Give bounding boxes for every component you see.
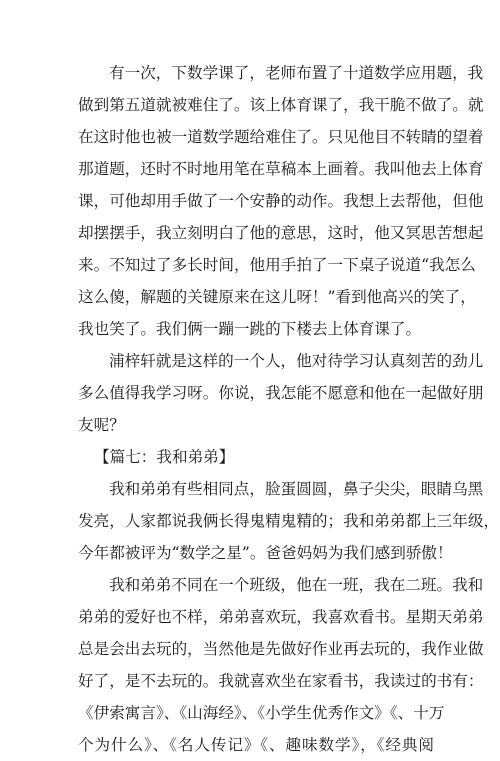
text-line: 课，可他却用手做了一个安静的动作。我想上去帮他，但他 xyxy=(78,192,484,210)
text-line: 浦梓轩就是这样的一个人，他对待学习认真刻苦的劲儿 xyxy=(109,352,484,370)
text-line: 来。不知过了多长时间，他用手拍了一下桌子说道“我怎么 xyxy=(78,256,476,274)
text-line: 我和弟弟有些相同点，脸蛋圆圆，鼻子尖尖，眼睛乌黑 xyxy=(109,480,484,498)
text-line: 总是会出去玩的，当然他是先做好作业再去玩的，我作业做 xyxy=(78,640,484,658)
text-line: 在这时他也被一道数学题给难住了。只见他目不转睛的望着 xyxy=(78,128,484,146)
text-line: 发亮，人家都说我俩长得鬼精鬼精的；我和弟弟都上三年级， xyxy=(78,512,500,530)
text-line: 弟弟的爱好也不样，弟弟喜欢玩，我喜欢看书。星期天弟弟 xyxy=(78,608,484,626)
text-line: 我和弟弟不同在一个班级，他在一班，我在二班。我和 xyxy=(109,576,484,594)
paragraph-1 xyxy=(78,57,484,345)
text-line: 却摆摆手，我立刻明白了他的意思，这时，他又冥思苦想起 xyxy=(78,224,484,242)
text-line: 我也笑了。我们俩一蹦一跳的下楼去上体育课了。 xyxy=(78,320,422,338)
document-page xyxy=(78,57,500,761)
paragraph-2 xyxy=(78,345,484,441)
text-line: 友呢？ xyxy=(78,416,125,434)
paragraph-3 xyxy=(78,473,500,569)
text-line: 有一次，下数学课了，老师布置了十道数学应用题，我 xyxy=(109,64,484,82)
text-line: 今年都被评为“数学之星”。爸爸妈妈为我们感到骄傲！ xyxy=(78,544,453,562)
paragraph-4 xyxy=(78,569,484,761)
text-line: 好了，是不去玩的。我就喜欢坐在家看书，我读过的书有： xyxy=(78,672,484,690)
text-line: 这么傻，解题的关键原来在这儿呀！”看到他高兴的笑了， xyxy=(78,288,476,306)
text-line: 那道题，还时不时地用笔在草稿本上画着。我叫他去上体育 xyxy=(78,160,484,178)
text-line: 《伊索寓言》、《山海经》、《小学生优秀作文》《、十万 xyxy=(78,704,445,722)
text-line: 多么值得我学习呀。你说，我怎能不愿意和他在一起做好朋 xyxy=(78,384,484,402)
heading-text: 【篇七：我和弟弟】 xyxy=(94,448,235,466)
section-heading xyxy=(78,441,434,473)
text-line: 做到第五道就被难住了。该上体育课了，我干脆不做了。就 xyxy=(78,96,484,114)
text-line: 个为什么》、《名人传记》《、趣味数学》，《经典阅 xyxy=(78,736,434,754)
